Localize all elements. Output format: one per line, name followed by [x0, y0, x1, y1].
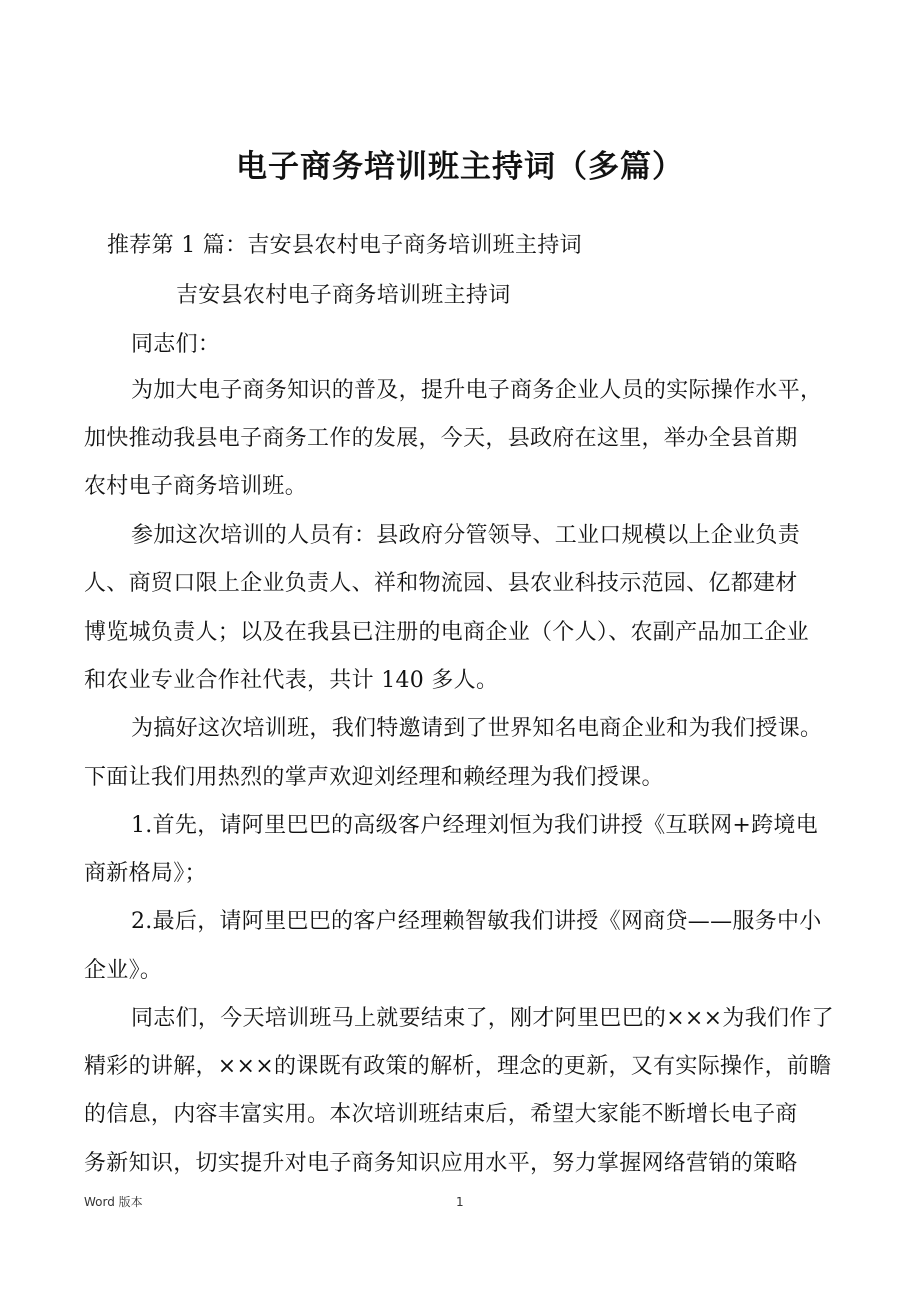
body-line: 同志们：	[131, 332, 221, 357]
body-line: 农村电子商务培训班。	[84, 474, 308, 499]
body-line: 加快推动我县电子商务工作的发展，今天，县政府在这里，举办全县首期	[84, 426, 798, 451]
document-title: 电子商务培训班主持词（多篇）	[236, 149, 684, 185]
footer-page-number: 1	[456, 1195, 464, 1209]
body-line: 参加这次培训的人员有：县政府分管领导、工业口规模以上企业负责	[131, 523, 801, 548]
body-line: 精彩的讲解，×××的课既有政策的解析，理念的更新，又有实际操作，前瞻	[84, 1054, 832, 1079]
body-line: 为搞好这次培训班，我们特邀请到了世界知名电商企业和为我们授课。	[131, 716, 823, 741]
body-line: 为加大电子商务知识的普及，提升电子商务企业人员的实际操作水平，	[131, 378, 823, 403]
body-line: 2.最后，请阿里巴巴的客户经理赖智敏我们讲授《网商贷——服务中小	[131, 909, 822, 934]
body-line: 同志们，今天培训班马上就要结束了，刚才阿里巴巴的×××为我们作了	[131, 1006, 834, 1031]
body-line: 下面让我们用热烈的掌声欢迎刘经理和赖经理为我们授课。	[84, 765, 664, 790]
recommend-heading: 推荐第 1 篇：吉安县农村电子商务培训班主持词	[107, 233, 582, 258]
body-line: 企业》。	[84, 958, 163, 983]
body-line: 和农业专业合作社代表，共计 140 多人。	[84, 668, 499, 693]
body-line: 博览城负责人；以及在我县已注册的电商企业（个人）、农副产品加工企业	[84, 620, 809, 645]
body-line: 务新知识，切实提升对电子商务知识应用水平，努力掌握网络营销的策略	[84, 1151, 798, 1176]
body-line: 人、商贸口限上企业负责人、祥和物流园、县农业科技示范园、亿都建材	[84, 571, 798, 596]
body-line: 商新格局》；	[84, 861, 207, 886]
section-subtitle: 吉安县农村电子商务培训班主持词	[176, 283, 511, 308]
body-line: 的信息，内容丰富实用。本次培训班结束后，希望大家能不断增长电子商	[84, 1102, 798, 1127]
footer-word-version: Word 版本	[84, 1195, 143, 1209]
body-line: 1.首先，请阿里巴巴的高级客户经理刘恒为我们讲授《互联网+跨境电	[131, 813, 819, 838]
